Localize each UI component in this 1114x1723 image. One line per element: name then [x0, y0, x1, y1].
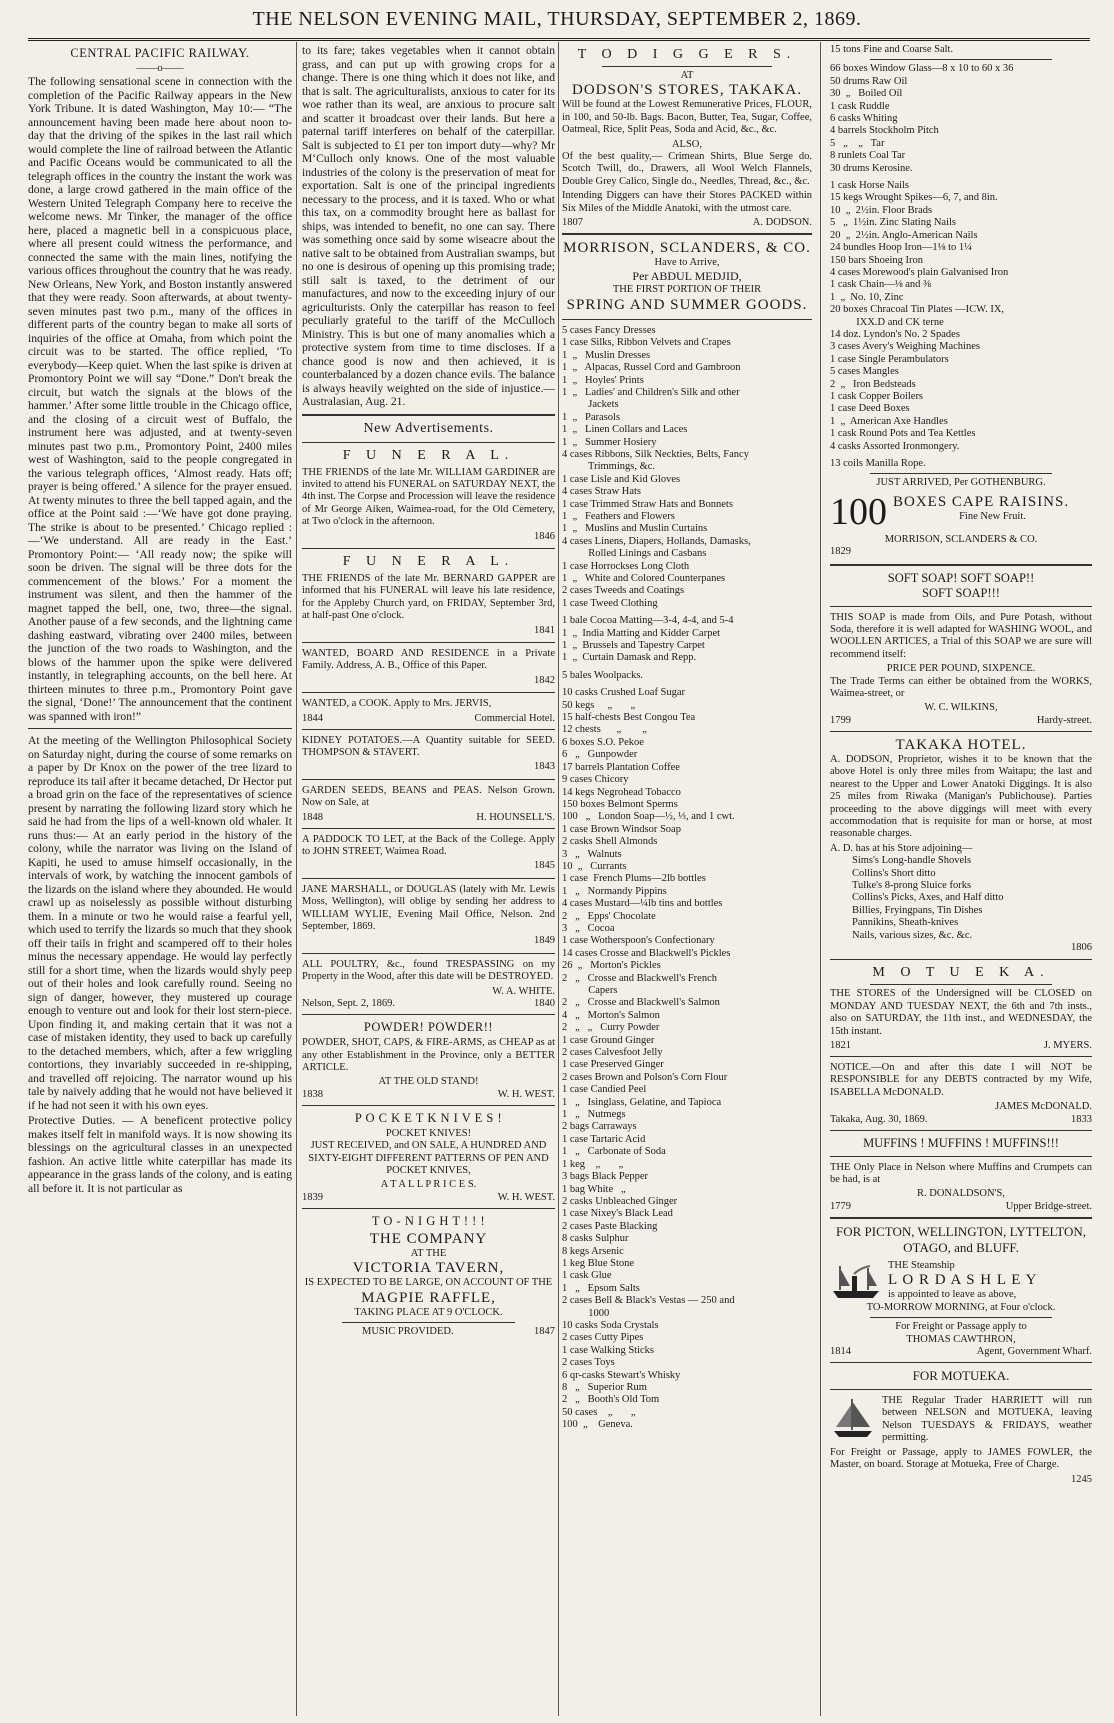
ad-footer [302, 812, 555, 823]
divider [830, 959, 1092, 960]
ad-dodson-clothing: Of the best quality,— Crimean Shirts, Blue Serge do. Scotch Twill, do., Drawers, all Wool Welch Flannels, Double Grey Calico, Single do., Needles, Thread, &c., &c. [562, 151, 812, 187]
ad-funeral-gapper: THE FRIENDS of the late Mr. BERNARD GAPPER are informed that his FUNERAL will leave his late residence, for the Appleby Church yard, on FRIDAY, September 3rd, at half-past One o'clock. [302, 572, 555, 622]
ad-raisins-number: 100 [830, 493, 887, 530]
ad-footer [302, 1089, 555, 1100]
ad-footer [562, 217, 812, 228]
ad-ship-name: L O R D A S H L E Y [888, 1272, 1038, 1289]
ad-number: 1799 [830, 714, 851, 726]
divider [830, 564, 1092, 566]
divider [602, 66, 772, 67]
divider [830, 731, 1092, 732]
divider [28, 728, 292, 729]
ad-address: Commercial Hotel. [474, 712, 555, 724]
heading-ornament: ——o—— [136, 63, 184, 74]
column-2 [302, 44, 555, 1716]
goods-list-oils: 66 boxes Window Glass—8 x 10 to 60 x 36 50 drums Raw Oil 30 „ Boiled Oil 1 cask Ruddle 6 casks Whiting 4 barrels Stockholm Pitch 5 „ „ Tar 8 runlets Coal Tar 30 drums Kerosine. [830, 63, 1014, 174]
ad-paddock: A PADDOCK TO LET, at the Back of the College. Apply to JOHN STREET, Waimea Road. [302, 833, 555, 858]
divider [870, 1317, 1052, 1318]
divider [302, 1105, 555, 1106]
divider [562, 319, 812, 320]
ad-hotel-list: Sims's Long-handle Shovels Collins's Short ditto Tulke's 8-prong Sluice forks Collins's Picks, Axes, and Half ditto Billies, Fryingpans, Tin Dishes Pannikins, Sheath-knives Nails, various sizes, &c. &c. [852, 855, 1004, 941]
ad-date: Nelson, Sept. 2, 1869. [302, 998, 396, 1010]
ad-victoria-tavern: VICTORIA TAVERN, [352, 1260, 505, 1277]
ad-signature: W. A. WHITE. [492, 985, 555, 997]
ad-ship-text: is appointed to leave as above, [888, 1289, 1017, 1301]
ad-signature: THOMAS CAWTHRON, [906, 1333, 1016, 1345]
ad-heading-for-motueka: FOR MOTUEKA. [912, 1368, 1010, 1384]
ad-signature: JAMES McDONALD. [995, 1101, 1092, 1113]
ad-number: 1839 [302, 1191, 323, 1203]
ad-hotel-store: A. D. has at his Store adjoining— [830, 842, 973, 854]
ad-at: AT [680, 70, 694, 81]
column-rule [296, 42, 297, 1716]
ad-poultry: ALL POULTRY, &c., found TRESPASSING on my Property in the Wood, after this date will be DESTROYED. [302, 958, 555, 983]
ad-signature: W. C. WILKINS, [924, 702, 998, 714]
divider [302, 729, 555, 730]
ad-gothenburg: JUST ARRIVED, Per GOTHENBURG. [876, 477, 1046, 489]
ad-address: Upper Bridge-street. [1005, 1200, 1092, 1212]
goods-list-ironmongery: 1 cask Horse Nails 15 kegs Wrought Spikes—6, 7, and 8in. 10 „ 2½in. Floor Brads 5 „ 1½in. Zinc Slating Nails 20 „ 2½in. Anglo-American Nails 24 bundles Hoop Iron—1⅛ to 1¼ 150 bars Shoeing Iron 4 cases Morewood's plain Galvanised Iron 1 cask Chain—⅛ and ⅜ 1 „ No. 10, Zinc 20 boxes Chracoal Tin Plates —ICW. IX, IXX.D and CK terne 14 doz. Lyndon's No. 2 Spades 3 cases Avery's Weighing Machines 1 case Single Perambulators 5 cases Mangles 2 „ Iron Bedsteads 1 cask Copper Boilers 1 case Deed Boxes 1 „ American Axe Handles 1 cask Round Pots and Tea Kettles 4 casks Assorted Ironmongery. [830, 180, 1009, 452]
ad-first-portion: THE FIRST PORTION OF THEIR [612, 284, 762, 296]
ad-per-ship: Per ABDUL MEDJID, [632, 269, 742, 284]
ad-number: 1841 [534, 624, 555, 636]
ad-heading-soft-soap-2: SOFT SOAP!!! [922, 585, 1000, 600]
divider [342, 1322, 515, 1323]
divider [830, 1156, 1092, 1157]
ad-raisins-line2: Fine New Fruit. [959, 510, 1026, 522]
divider [870, 473, 1052, 474]
ad-number: 1806 [1071, 941, 1092, 953]
ad-number: 1807 [562, 217, 583, 229]
divider [830, 1217, 1092, 1219]
divider [562, 233, 812, 235]
ad-number: 1849 [534, 935, 555, 947]
divider [870, 984, 1052, 985]
ad-knives: JUST RECEIVED, and ON SALE, A HUNDRED AND SIXTY-EIGHT DIFFERENT PATTERNS OF PEN AND POCKET KNIVES, [308, 1140, 549, 1176]
ad-footer [302, 713, 555, 724]
ad-signature: J. MYERS. [1043, 1040, 1092, 1051]
ad-harriet [830, 1395, 1092, 1447]
goods-list-salt: 15 tons Fine and Coarse Salt. [830, 44, 954, 55]
ad-footer [830, 1114, 1092, 1125]
ad-signature: R. DONALDSON'S, [917, 1188, 1005, 1200]
ad-spring-summer-goods: SPRING AND SUMMER GOODS. [566, 296, 808, 313]
ad-number: 1848 [302, 811, 323, 823]
divider [302, 828, 555, 829]
ad-music: MUSIC PROVIDED. [362, 1325, 454, 1337]
ad-heading-motueka: M O T U E K A. [872, 965, 1050, 981]
divider [830, 1130, 1092, 1131]
ad-number: 1821 [830, 1040, 851, 1051]
divider [302, 642, 555, 643]
ad-signature: W. H. WEST. [497, 1088, 555, 1100]
ad-number: 1845 [534, 860, 555, 872]
ad-taking-place: TAKING PLACE AT 9 O'CLOCK. [354, 1306, 503, 1318]
ad-ship-time: TO-MORROW MORNING, at Four o'clock. [866, 1301, 1056, 1313]
divider [302, 1208, 555, 1209]
column-4 [830, 44, 1092, 1716]
sailing-ship-icon [830, 1397, 876, 1441]
ad-number: 1842 [534, 674, 555, 686]
ad-footer [302, 998, 555, 1009]
ad-address: Agent, Government Wharf. [976, 1346, 1092, 1358]
ad-dodsons-stores: DODSON'S STORES, TAKAKA. [572, 82, 802, 99]
ad-signature: A. DODSON. [752, 217, 812, 229]
article-heading-railway: CENTRAL PACIFIC RAILWAY. [70, 46, 250, 60]
divider [870, 59, 1052, 60]
ad-heading-picton: FOR PICTON, WELLINGTON, LYTTELTON, OTAGO, and BLUFF. [835, 1223, 1087, 1255]
ad-footer [830, 1346, 1092, 1357]
ad-board-residence: WANTED, BOARD AND RESIDENCE in a Private Family. Address, A. B., Office of this Paper. [302, 647, 555, 672]
steamship-icon [830, 1262, 882, 1302]
ad-date: Takaka, Aug. 30, 1869. [830, 1113, 928, 1125]
ad-harriet-text: THE Regular Trader HARRIETT will run between NELSON and MOTUEKA, leaving Nelson TUESDAYS & FRIDAYS, weather permitting. [882, 1395, 1092, 1444]
ad-freight: For Freight or Passage apply to [895, 1321, 1027, 1333]
ad-funeral-gardiner: THE FRIENDS of the late Mr. WILLIAM GARDINER are invited to attend his FUNERAL on SATURDAY NEXT, the 4th inst. The Corpse and Procession will leave the residence of Mr George Aiken, Waimea-road, for the Old Cemetery, at Two o'clock in the afternoon. [302, 466, 555, 528]
goods-list-groceries: 10 casks Crushed Loaf Sugar 50 kegs „ „ 15 half-chests Best Congou Tea 12 chests „ „ 6 boxes S.O. Pekoe 6 „ Gunpowder 17 barrels Plantation Coffee 9 cases Chicory 14 kegs Negrohead Tobacco 150 boxes Belmont Sperms 100 „ London Soap—½, ⅓, and 1 cwt. 1 case Brown Windsor Soap 2 casks Shell Almonds 3 „ Walnuts 10 „ Currants 1 case French Plums—2lb bottles 1 „ Normandy Pippins 4 cases Mustard—¼lb tins and bottles 2 „ Epps' Chocolate 3 „ Cocoa 1 case Wotherspoon's Confectionary 14 cases Crosse and Blackwell's Pickles 26 „ Morton's Pickles 2 „ Crosse and Blackwell's French Capers 2 „ Crosse and Blackwell's Salmon 4 „ Morton's Salmon 2 „ „ Curry Powder 1 case Ground Ginger 2 cases Calvesfoot Jelly 1 case Preserved Ginger 2 cases Brown and Polson's Corn Flour 1 case Candied Peel 1 „ Isinglass, Gelatine, and Tapioca 1 „ Nutmegs 2 bags Carraways 1 case Tartaric Acid 1 „ Carbonate of Soda 1 keg „ „ 3 bags Black Pepper 1 bag White „ 2 casks Unbleached Ginger 1 case Nixey's Black Lead 2 cases Paste Blacking 8 casks Sulphur 8 kegs Arsenic 1 keg Blue Stone 1 cask Glue 1 „ Epsom Salts 2 cases Bell & Black's Vestas — 250 and 1000 10 casks Soda Crystals 2 cases Cutty Pipes 1 case Walking Sticks 2 cases Toys 6 qr-casks Stewart's Whisky 8 „ Superior Rum 2 „ Booth's Old Tom 50 cases „ „ 100 „ Geneva. [562, 687, 735, 1431]
ad-old-stand: AT THE OLD STAND! [378, 1076, 479, 1088]
ad-company: THE COMPANY [369, 1230, 488, 1247]
ad-subheading-knives: POCKET KNIVES! [385, 1127, 472, 1139]
ad-heading-soft-soap: SOFT SOAP! SOFT SOAP!! [887, 570, 1035, 585]
ad-footer [830, 1201, 1092, 1212]
column-rule [558, 42, 559, 1716]
ad-number: 1847 [534, 1325, 555, 1337]
column-3 [562, 44, 812, 1716]
article-body-lizard: At the meeting of the Wellington Philosophical Society on Saturday night, during the course of some remarks on a paper by Dr Knox on the power of the tree lizard to reproduce its tail after it became detached, Dr Hector put a broad grin on the face of the representatives of science present by narrating the following lizard story which he said he had from the lips of a well-known old whaler. It runs thus:— At an early period in the history of the colony, while the narrator was living on the Island of Kapiti, he used to amuse himself occasionally, in the intervals of work, by watching the innocent gambols of the lizards on the island where they abounded. He would crawl up as noiselessly as possible without disturbing them. In a minute or two he would raise a fearful yell, which used to terrify the lizards so much that they shook off their tails in fright and scampered off to their holes minus the necessary appendage. He would lay perfectly still for a short time, when the lizards would shyly peep out of their holes and look carefully round. Seeing no sign of danger, however, they mustered up courage enough to venture out and look for their lost stern-piece. Upon finding it, and making certain that it was not a case of mistaken identity, they used to back up carefully to the detached members, which, after a few wriggling contortions, they invariably succeeded in re-shipping, and travelled off rejoicing. The narrator wound up his tale by naively adding that he would not have believed it if he had not seen it with his own eyes. [28, 734, 292, 1112]
ad-number: 1840 [534, 998, 555, 1010]
ad-muffins: THE Only Place in Nelson where Muffins and Crumpets can be had, is at [830, 1161, 1092, 1186]
ad-stores-closed: THE STORES of the Undersigned will be CLOSED on MONDAY AND TUESDAY NEXT, the 6th and 7th insts., also on SATURDAY, the 11th inst., and WEDNESDAY, the 15th instant. [830, 988, 1092, 1037]
ad-expected: IS EXPECTED TO BE LARGE, ON ACCOUNT OF THE [304, 1277, 553, 1289]
ad-heading-funeral: F U N E R A L. [342, 447, 515, 463]
divider [830, 1056, 1092, 1057]
goods-list-matting: 1 bale Cocoa Matting—3-4, 4-4, and 5-4 1 „ India Matting and Kidder Carpet 1 „ Brussels and Tapestry Carpet 1 „ Curtain Damask and Repp. [562, 615, 734, 664]
ad-number: 1846 [534, 530, 555, 542]
ad-footer [302, 1192, 555, 1203]
goods-list-woolpacks: 5 bales Woolpacks. [562, 669, 643, 681]
divider [830, 1362, 1092, 1363]
ad-number: 1833 [1071, 1113, 1092, 1125]
divider [302, 878, 555, 879]
ad-signature: W. H. WEST. [497, 1191, 555, 1203]
ad-footer [830, 715, 1092, 726]
divider [302, 953, 555, 954]
ad-have-to-arrive: Have to Arrive, [654, 257, 720, 269]
ad-footer [302, 1326, 555, 1337]
ad-number: 1843 [534, 761, 555, 773]
ad-heading-knives: P O C K E T K N I V E S ! [354, 1110, 503, 1125]
ad-company-at: AT THE [410, 1247, 447, 1259]
ad-raisins-line1: BOXES CAPE RAISINS. [893, 493, 1070, 510]
masthead [0, 8, 1114, 38]
ad-also: ALSO, [671, 138, 703, 150]
article-body-railway: The following sensational scene in connection with the completion of the Pacific Railway appears in the New York Tribune. It is dated Washington, May 10:— “The announcement having been made here about noon to-day that the driving of the spikes in the last rail which would complete the line of railroad between the Atlantic and Pacific Oceans would be communicated to all the telegraph offices in the country the instant the work was done, a large crowd gathered in the main office of the Western United Telegraph Company here to receive the welcome news. Mr Tinker, the manager of the office here, placed a magnetic bell in a conspicuous place, where all present could witness the performance, and connected the same with the main lines, notifying the various offices throughout the country that he was ready. New Orleans, New York, and Boston instantly answered that they were ready. Soon afterwards, at about twenty-seven minutes past two p.m., many of the offices in different parts of the country began to make all sorts of inquiries of the office at Omaha, from which point the circuit was to be started. The office replied, ‘To everybody—Keep quiet. When the last spike is driven at Promontory Point we will say “Done.” Don't break the circuit, but watch the signals at the blows of the hammer.’ After some little trouble in the Chicago office, and the closing of a circuit west of Buffalo, the instrument here was adjusted, and at twenty-seven minutes past two p.m., Promontory Point, 2400 miles west of Washington, said to the people congregated in the various telegraph offices, ‘Almost ready. Hats off; prayer is being offered.’ A silence for the prayer ensued. At twenty minutes to three the bell tapped again, and the office at the Point said :—‘We have got done praying. The strike is about to be presented.’ Chicago replied :—‘We understand. All are ready in the East.’ Promontory Point:— ‘All ready now; the spike will soon be driven. The signal will be three dots for the commencement of the blows.’ For a moment the instrument was silent, and then the hammer of the magnet tapped the bell, one, two, three—the signal. Another pause of a few seconds, and the lightning came dashing eastward, vibrating over 2400 miles, between the junction of the two roads to Washington, and the blows of the hammer upon the spike were delivered instantly, in telegraphing accounts, on the bell here. At thirteen minutes to three p.m., Promontory Point gave the signal, ‘Done!’ The announcement that the continent was spanned with iron!” [28, 75, 292, 723]
ad-heading-morrison: MORRISON, SCLANDERS, & CO. [563, 240, 811, 257]
ad-harriet-freight: For Freight or Passage, apply to JAMES FOWLER, the Master, on board. Storage at Motueka, Free of Charge. [830, 1446, 1092, 1471]
divider [830, 1389, 1092, 1390]
ad-magpie-raffle: MAGPIE RAFFLE, [361, 1289, 496, 1306]
ad-soap-trade: The Trade Terms can either be obtained from the WORKS, Waimea-street, or [830, 675, 1092, 700]
ad-number: 1829 [830, 546, 851, 558]
ad-notice: NOTICE.—On and after this date I will NOT be RESPONSIBLE for any DEBTS contracted by my Wife, ISABELLA McDONALD. [830, 1062, 1092, 1098]
ad-heading-muffins: MUFFINS ! MUFFINS ! MUFFINS!!! [863, 1135, 1059, 1150]
ad-intending-diggers: Intending Diggers can have their Stores PACKED within Six Miles of the Middle Anatoki, with the utmost care. [562, 190, 812, 214]
goods-list-drapery: 5 cases Fancy Dresses 1 case Silks, Ribbon Velvets and Crapes 1 „ Muslin Dresses 1 „ Alpacas, Russel Cord and Gambroon 1 „ Hoyles' Prints 1 „ Ladies' and Children's Silk and other Jackets 1 „ Parasols 1 „ Linen Collars and Laces 1 „ Summer Hosiery 4 cases Ribbons, Silk Neckties, Belts, Fancy Trimmings, &c. 1 case Lisle and Kid Gloves 4 cases Straw Hats 1 case Trimmed Straw Hats and Bonnets 1 „ Feathers and Flowers 1 „ Muslins and Muslin Curtains 4 cases Linens, Diapers, Hollands, Damasks, Rolled Linings and Casbans 1 case Horrockses Long Cloth 1 „ White and Colored Counterpanes 2 cases Tweeds and Coatings 1 case Tweed Clothing [562, 324, 751, 609]
masthead-title: THE NELSON EVENING MAIL, THURSDAY, SEPTEMBER 2, 1869. [252, 8, 862, 30]
article-body-continued: to its fare; takes vegetables when it cannot obtain grass, and can put up with growing crops for a change. There is one thing which it does not like, and that is salt. The agriculturalists, anxious to cater for its woe rather than its weal, are anxious to procure salt and scatter it broadcast over their lands. But here a paternal tariff interferes on behalf of the caterpillar. Salt is subjected to £1 per ton import duty—why? Mr M‘Culloch only knows. One of the most valuable industries of the colony is the preservation of meat for exportation. Salt is one of the principal ingredients necessary to the process, and it is taxed. Who or what this tax, on a commodity brought here as ballast for ships, was intended to benefit, no one can say. There was something once said by some wiseacre about the native salt to be obtained from Australian swamps, but no one is desirous of opening up this promising trade; still salt is taxed, to the detriment of our manufactures, and now to the exceeding injury of our agriculturists. Only the caterpillar has reason to feel peculiarly grateful to the tariff of the McCulloch Ministry. This is but one of many anomalies which a protective system from time to time discloses. If a chance good is now and then achieved, it is counterbalanced by a dozen chance evils. The balance is always heavily weighted on the side of injustice.—Australasian, Aug. 21. [302, 44, 555, 408]
ad-number: 1814 [830, 1346, 851, 1358]
ad-cook: WANTED, a COOK. Apply to Mrs. JERVIS, [302, 698, 492, 710]
column-1 [28, 44, 292, 1716]
ad-soap: THIS SOAP is made from Oils, and Pure Potash, without Soda, therefore it is well adapted for WASHING WOOL, and WOOLLEN ARTICES, a Trial of this SOAP we are sure will recommend itself: [830, 611, 1092, 660]
divider [302, 442, 555, 443]
article-body-protective: Protective Duties. — A beneficent protective policy makes itself felt in manifold ways. It is now showing its blessings on the agricultural classes in an unexpected fashion. An active little white caterpillar has made its appearance in the grass lands of the colony, and is eating all before it. It is not particular as [28, 1114, 292, 1195]
ad-number: 1838 [302, 1088, 323, 1100]
ad-kidney-potatoes: KIDNEY POTATOES.—A Quantity suitable for SEED. THOMPSON & STAVERT. [302, 734, 555, 758]
ad-heading-takaka-hotel: TAKAKA HOTEL. [895, 736, 1027, 753]
ad-steamship [830, 1260, 1092, 1302]
section-heading-advertisements: New Advertisements. [363, 420, 494, 436]
column-rule [820, 42, 821, 1716]
divider [302, 779, 555, 780]
ad-powder: POWDER, SHOT, CAPS, & FIRE-ARMS, as CHEAP as at any other Establishment in the Province, only a BETTER ARTICLE. [302, 1037, 555, 1073]
ad-takaka-hotel: A. DODSON, Proprietor, wishes it to be known that the above Hotel is only three miles from Waitapu; the last and nearest to the Upper and Lower Anatoki Diggings. It is also 25 miles from Riwaka (Manigan's Publichouse). Parties proceeding to the above diggings will meet with every accommodation that is requisite for man or horse, at most reasonable charges. [830, 753, 1092, 840]
ad-raisins [830, 494, 1092, 530]
ad-signature: H. HOUNSELL'S. [476, 811, 555, 823]
divider [302, 548, 555, 549]
ad-signature: MORRISON, SCLANDERS & CO. [884, 533, 1038, 545]
ad-number: 1844 [302, 712, 323, 724]
divider [302, 414, 555, 416]
divider [830, 606, 1092, 607]
ad-heading-powder: POWDER! POWDER!! [363, 1020, 494, 1035]
ad-heading-funeral: F U N E R A L. [342, 553, 515, 569]
ad-jane-marshall: JANE MARSHALL, or DOUGLAS (lately with Mr. Lewis Moss, Wellington), will oblige by sending her address to WILLIAM WYLIE, Evening Mail Office, Nelson. 2nd September, 1869. [302, 883, 555, 933]
ad-dodson-provisions: Will be found at the Lowest Remunerative Prices, FLOUR, in 100, and 50-lb. Bags. Bacon, Butter, Tea, Sugar, Coffee, Oatmeal, Rice, Split Peas, Soda and Acid, &c., &c. [562, 99, 812, 136]
ad-heading-tonight: T O - N I G H T ! ! ! [371, 1213, 486, 1228]
ad-heading-diggers: T O D I G G E R S. [577, 47, 797, 62]
divider [302, 1014, 555, 1015]
ad-number: 1245 [1071, 1473, 1092, 1485]
ad-footer [830, 1040, 1092, 1051]
ad-garden-seeds: GARDEN SEEDS, BEANS and PEAS. Nelson Grown. Now on Sale, at [302, 784, 555, 809]
ad-number: 1779 [830, 1200, 851, 1212]
masthead-rule [28, 38, 1090, 41]
ad-soap-price: PRICE PER POUND, SIXPENCE. [886, 663, 1036, 675]
goods-list-rope: 13 coils Manilla Rope. [830, 458, 926, 469]
ad-address: Hardy-street. [1036, 714, 1092, 726]
ad-knives-prices: A T A L L P R I C E S. [380, 1179, 477, 1191]
divider [302, 692, 555, 693]
ad-steamship-label: THE Steamship [888, 1259, 955, 1271]
